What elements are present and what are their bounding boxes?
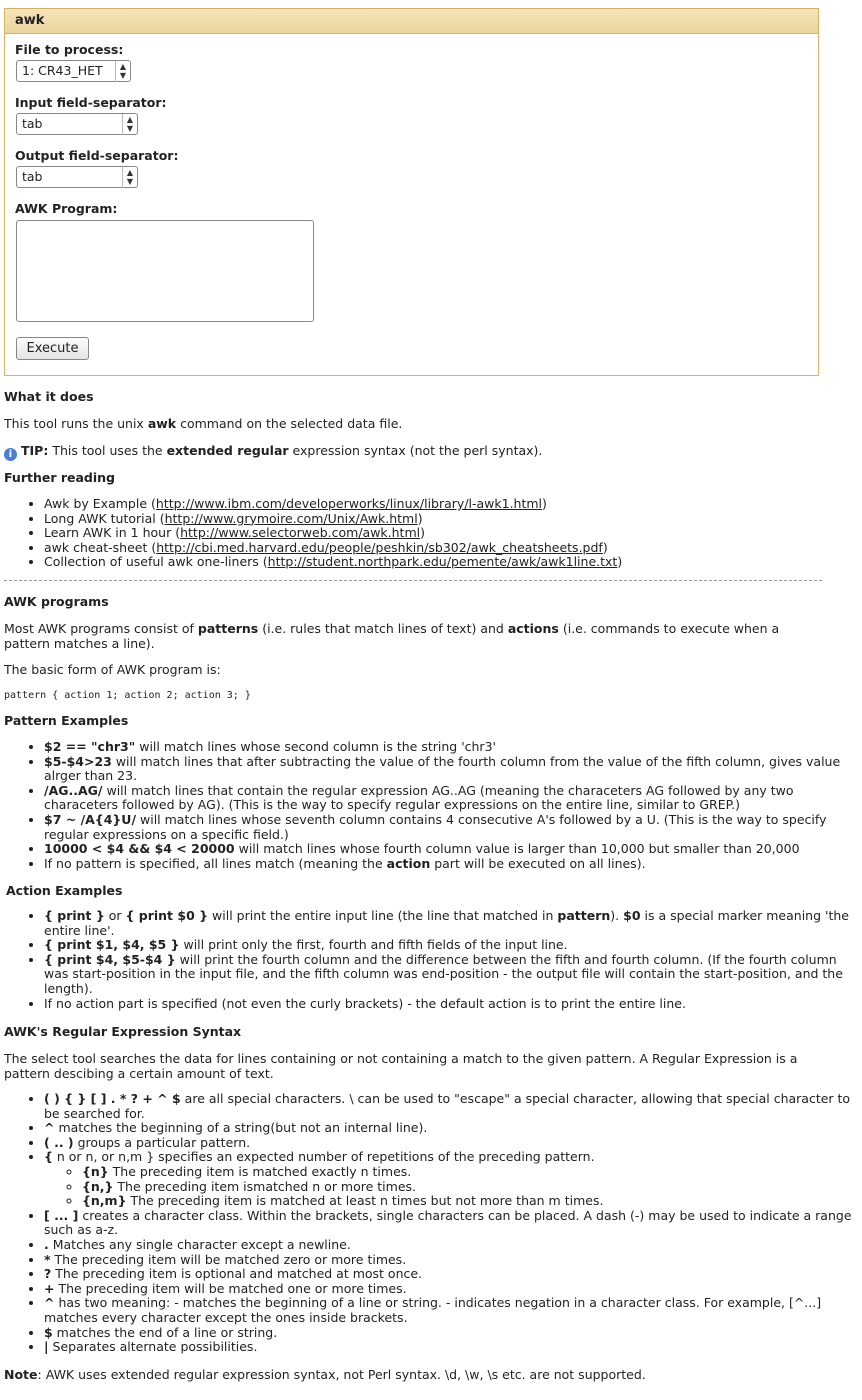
pattern-example: • If no pattern is specified, all lines match (meaning the action part will be executed on all lines). xyxy=(44,857,862,872)
action-example: • { print } or { print $0 } will print the entire input line (the line that matched in pattern). $0 is a special marker meaning 'the entire line'. xyxy=(44,909,862,938)
pattern-example: • $5-$4>23 will match lines that after subtracting the value of the fourth column from the value of the fifth column, gives value alrger than 23. xyxy=(44,755,862,784)
awk-programs-intro: Most AWK programs consist of patterns (i.e. rules that match lines of text) and actions (i.e. commands to execute when a pattern matches a line). xyxy=(4,621,780,651)
basic-form-text: The basic form of AWK program is: xyxy=(4,662,221,677)
tool-form xyxy=(4,8,819,376)
form-body xyxy=(5,34,818,356)
pattern-examples-heading: Pattern Examples xyxy=(4,713,129,728)
regex-subitem: ◦ {n,m} The preceding item is matched at least n times but not more than m times. xyxy=(82,1194,862,1209)
pattern-example: • $2 == "chr3" will match lines whose second column is the string 'chr3' xyxy=(44,740,862,755)
further-reading-item: • Long AWK tutorial (http://www.grymoire.com/Unix/Awk.html) xyxy=(44,512,862,527)
action-example: • { print $1, $4, $5 } will print only the first, fourth and fifth fields of the input line. xyxy=(44,938,862,953)
regex-item: • ? The preceding item is optional and matched at most once. xyxy=(44,1267,862,1282)
what-it-does-heading: What it does xyxy=(4,389,94,404)
regex-item: • ^ matches the beginning of a string(but not an internal line). xyxy=(44,1121,862,1136)
further-reading-heading: Further reading xyxy=(4,470,116,485)
action-examples-list xyxy=(4,909,862,1011)
basic-form-code: pattern { action 1; action 2; action 3; } xyxy=(4,690,251,701)
pattern-example: • /AG..AG/ will match lines that contain the regular expression AG..AG (meaning the characeters AG followed by any two characeters followed by AG). (This is the way to specify regular expressions on the entire line, similar to GREP.) xyxy=(44,784,862,813)
regex-item: • . Matches any single character except a newline. xyxy=(44,1238,862,1253)
tool-title: awk xyxy=(5,9,818,34)
regex-item: • * The preceding item will be matched zero or more times. xyxy=(44,1253,862,1268)
reference-link[interactable]: http://cbi.med.harvard.edu/people/peshkin/sb302/awk_cheatsheets.pdf xyxy=(156,539,603,555)
regex-intro: The select tool searches the data for lines containing or not containing a match to the given pattern. A Regular Expression is a pattern descibing a certain amount of text. xyxy=(4,1051,798,1081)
regex-item: • ( .. ) groups a particular pattern. xyxy=(44,1136,862,1151)
info-icon: i xyxy=(4,448,17,461)
awk-programs-heading: AWK programs xyxy=(4,594,109,609)
further-reading-item: • Awk by Example (http://www.ibm.com/developerworks/linux/library/l-awk1.html) xyxy=(44,497,862,512)
further-reading-item: • Learn AWK in 1 hour (http://www.selectorweb.com/awk.html) xyxy=(44,526,862,541)
further-reading-item: • awk cheat-sheet (http://cbi.med.harvard.edu/people/peshkin/sb302/awk_cheatsheets.pdf) xyxy=(44,541,862,556)
chevron-updown-icon: ▲ ▼ xyxy=(122,114,137,135)
note-text: Note: AWK uses extended regular expression syntax, not Perl syntax. \d, \w, \s etc. are not supported. xyxy=(4,1367,646,1382)
divider xyxy=(4,580,822,581)
chevron-updown-icon: ▲ ▼ xyxy=(115,61,130,82)
input-separator-select[interactable] xyxy=(16,113,138,135)
pattern-example: • $7 ~ /A{4}U/ will match lines whose seventh column contains 4 consecutive A's followed by a U. (This is the way to specify regular expressions on a specific field.) xyxy=(44,813,862,842)
regex-item: • | Separates alternate possibilities. xyxy=(44,1340,862,1355)
reference-link[interactable]: http://www.ibm.com/developerworks/linux/library/l-awk1.html xyxy=(155,496,543,511)
further-reading-item: • Collection of useful awk one-liners (http://student.northpark.edu/pemente/awk/awk1line.txt) xyxy=(44,555,862,570)
regex-sublist xyxy=(44,1165,862,1209)
action-example: • { print $4, $5-$4 } will print the fourth column and the difference between the fifth and fourth column. (If the fourth column was start-position in the input file, and the fifth column was end-position - the output file will contain the start-position, and the length). xyxy=(44,953,862,997)
input-separator-label: Input field-separator: xyxy=(15,95,167,110)
regex-subitem: ◦ {n} The preceding item is matched exactly n times. xyxy=(82,1165,862,1180)
regex-item: • + The preceding item will be matched one or more times. xyxy=(44,1282,862,1297)
regex-item: • ( ) { } [ ] . * ? + ^ $ are all special characters. \ can be used to "escape" a special character, allowing that special character to be searched for. xyxy=(44,1092,862,1121)
execute-button[interactable]: Execute xyxy=(16,337,89,360)
regex-syntax-heading: AWK's Regular Expression Syntax xyxy=(4,1024,242,1039)
regex-item: • $ matches the end of a line or string. xyxy=(44,1326,862,1341)
regex-subitem: ◦ {n,} The preceding item ismatched n or more times. xyxy=(82,1180,862,1195)
file-select[interactable] xyxy=(16,60,131,82)
tip-text: i TIP: This tool uses the extended regular expression syntax (not the perl syntax). xyxy=(4,443,822,461)
further-reading-list xyxy=(4,497,862,570)
file-label: File to process: xyxy=(15,42,124,57)
awk-program-label: AWK Program: xyxy=(15,201,118,216)
pattern-examples-list xyxy=(4,740,862,871)
regex-item: • { n or n, or n,m } specifies an expected number of repetitions of the preceding pattern. ◦ {n} The preceding item is matched exactly n times. ◦ {n,} The preceding item ismatched n or more times. ◦ {n,m} The preceding item is matched at least n times but not more than m times. xyxy=(44,1150,862,1208)
action-examples-heading: Action Examples xyxy=(6,883,123,898)
output-separator-label: Output field-separator: xyxy=(15,148,179,163)
file-select-value: 1: CR43_HET xyxy=(22,63,103,78)
pattern-example: • 10000 < $4 && $4 < 20000 will match lines whose fourth column value is larger than 10,000 but smaller than 20,000 xyxy=(44,842,862,857)
awk-program-textarea[interactable] xyxy=(16,220,314,322)
output-separator-value: tab xyxy=(22,169,43,184)
regex-item: • [ ... ] creates a character class. Within the brackets, single characters can be placed. A dash (-) may be used to indicate a range such as a-z. xyxy=(44,1209,862,1238)
regex-item: • ^ has two meaning: - matches the beginning of a line or string. - indicates negation in a character class. For example, [^...] matches every character except the ones inside brackets. xyxy=(44,1296,862,1325)
action-example: • If no action part is specified (not even the curly brackets) - the default action is to print the entire line. xyxy=(44,997,862,1012)
input-separator-value: tab xyxy=(22,116,43,131)
chevron-updown-icon: ▲ ▼ xyxy=(122,167,137,188)
what-it-does-text: This tool runs the unix awk command on the selected data file. xyxy=(4,416,403,431)
reference-link[interactable]: http://student.northpark.edu/pemente/awk/awk1line.txt xyxy=(267,554,618,570)
reference-link[interactable]: http://www.grymoire.com/Unix/Awk.html xyxy=(164,510,418,526)
regex-syntax-list xyxy=(4,1092,862,1355)
reference-link[interactable]: http://www.selectorweb.com/awk.html xyxy=(180,525,421,541)
output-separator-select[interactable] xyxy=(16,166,138,188)
